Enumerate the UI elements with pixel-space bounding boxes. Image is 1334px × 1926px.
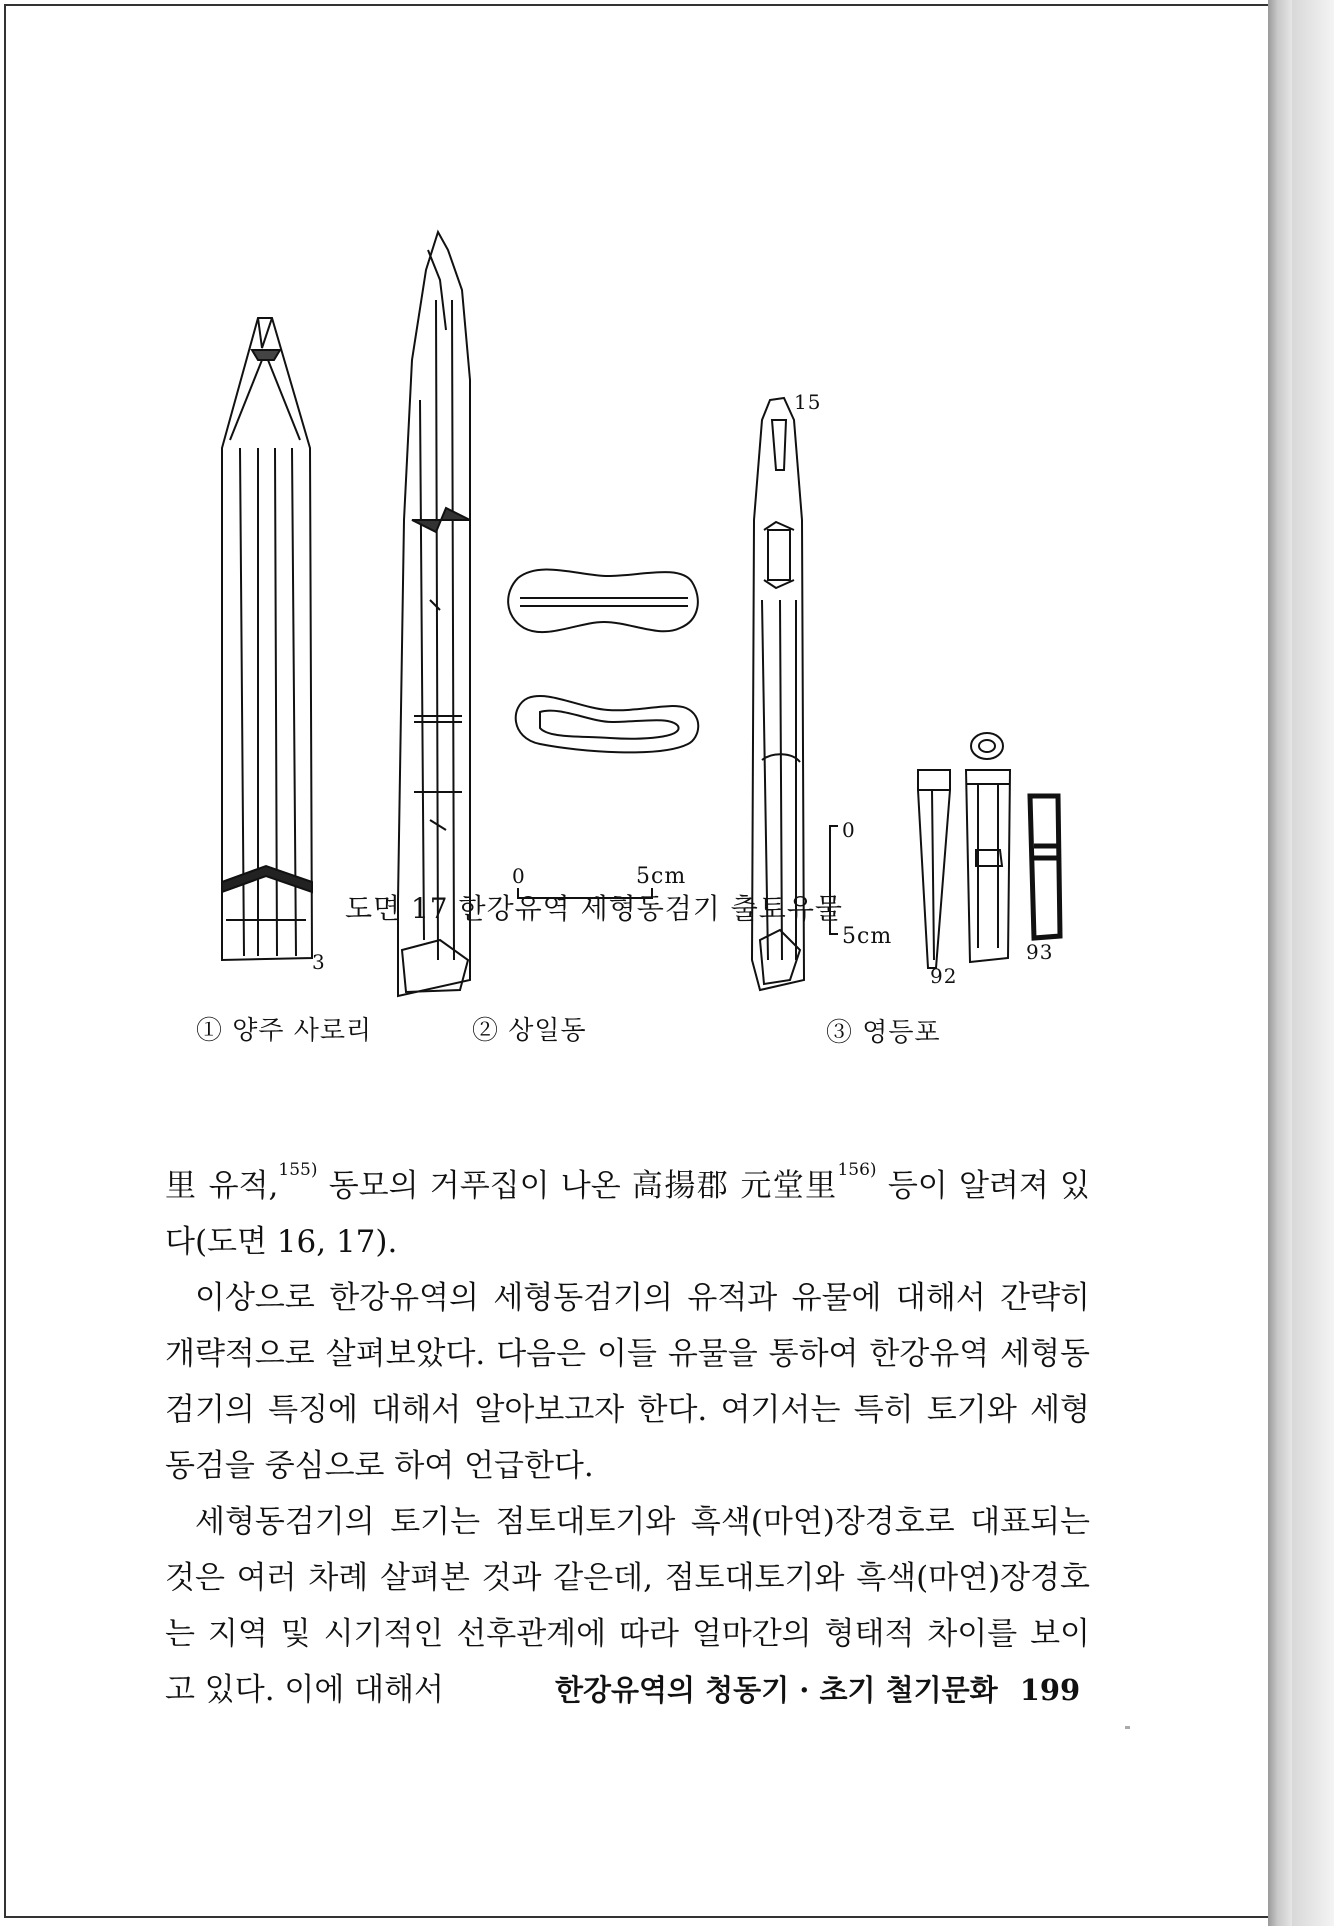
artifact-cross-sections [508, 569, 698, 752]
book-spine-shadow [1292, 0, 1334, 1926]
p1-text-c: 등이 알려져 있다(도면 16, 17). [165, 1168, 1090, 1260]
paragraph-2: 이상으로 한강유역의 세형동검기의 유적과 유물에 대해서 간략히 개략적으로 살펴보았다. 다음은 이들 유물을 통하여 한강유역 세형동검기의 특징에 대해서 알아보고자 한다. 여기서는 특히 토기와 세형동검을 중심으로 하여 언급한다. [165, 1280, 1090, 1484]
running-footer [555, 1668, 1080, 1709]
body-text [165, 1158, 1090, 1718]
figure-drawing [0, 0, 1270, 1000]
book-spine [1268, 0, 1292, 1926]
p1-text-b: 동모의 거푸집이 나온 高揚郡 元堂里 [317, 1168, 838, 1204]
footnote-155: 155) [278, 1160, 318, 1180]
artifact-sangil-mold [398, 232, 470, 996]
figure-label-yeongdeungpo: ③ 영등포 [826, 1018, 941, 1048]
scan-speck [1125, 1726, 1130, 1729]
paragraph-1 [165, 1158, 1090, 1270]
artifact-93 [1030, 796, 1060, 938]
artifact-yangju-dagger [222, 318, 312, 960]
figure-caption: 도면 17 한강유역 세형동검기 출토유물 [345, 892, 843, 925]
scale-h-start: 0 [512, 864, 526, 888]
figure-label-sangil: ② 상일동 [472, 1016, 587, 1046]
figure-label-yangju: ① 양주 사로리 [196, 1016, 373, 1046]
figure-number-15: 15 [794, 390, 822, 414]
footer-title: 한강유역의 청동기 · 초기 철기문화 [555, 1673, 998, 1707]
figure-number-3: 3 [312, 950, 326, 974]
scale-v-start: 0 [842, 818, 856, 842]
footnote-156: 156) [837, 1160, 877, 1180]
scale-v-end: 5cm [842, 924, 893, 949]
page-number: 199 [1019, 1673, 1081, 1707]
scale-h-end: 5cm [636, 864, 687, 889]
artifact-92 [918, 733, 1010, 968]
paragraph-3: 세형동검기의 토기는 점토대토기와 흑색(마연)장경호로 대표되는 것은 여러 차례 살펴본 것과 같은데, 점토대토기와 흑색(마연)장경호는 지역 및 시기적인 선후관계에 따라 얼마간의 형태적 차이를 보이고 있다. 이에 대해서 [165, 1504, 1090, 1708]
figure-number-93: 93 [1026, 940, 1054, 964]
p1-text-a: 里 유적, [165, 1168, 279, 1204]
figure-number-92: 92 [930, 964, 958, 988]
